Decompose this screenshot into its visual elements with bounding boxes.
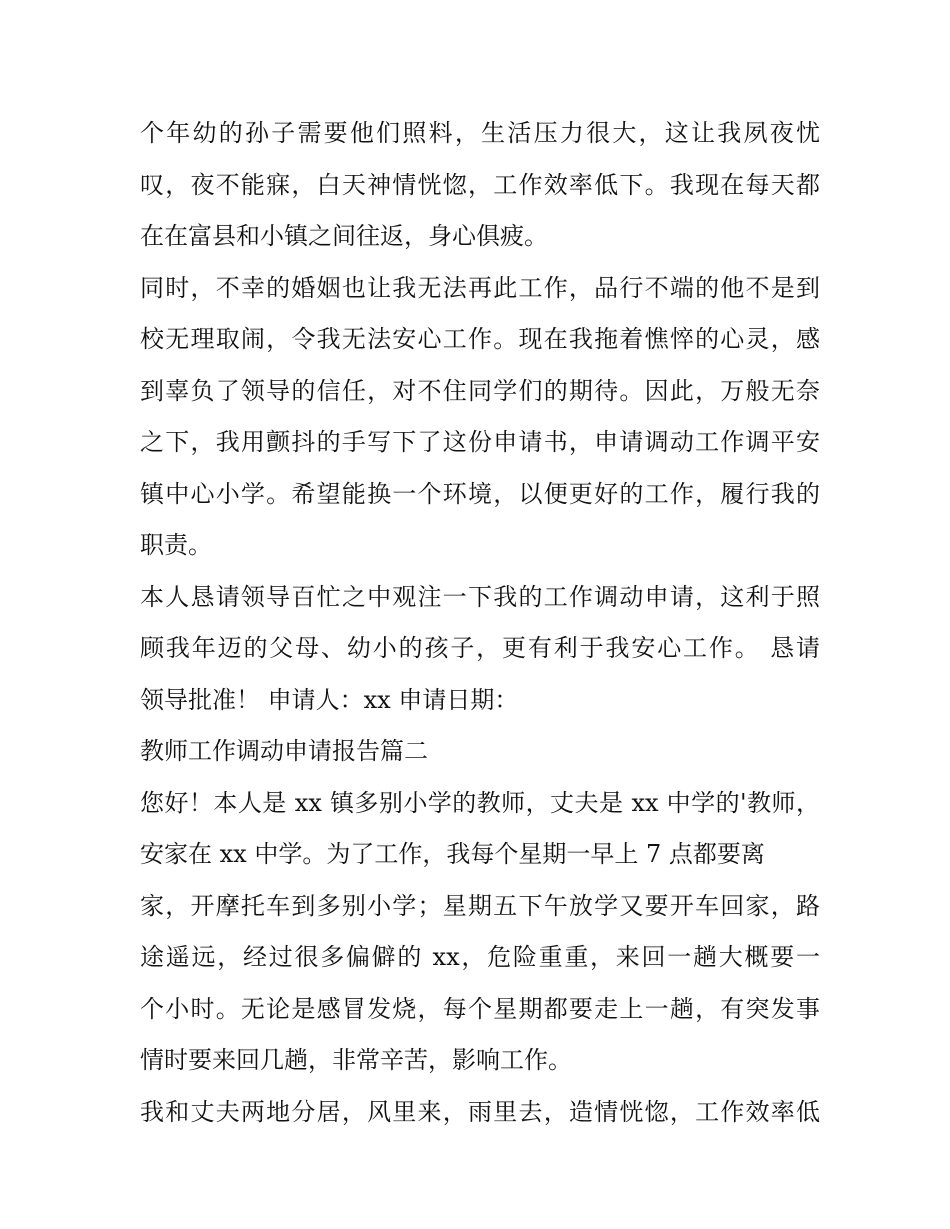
text-line: 校无理取闹，令我无法安心工作。现在我拖着憔悴的心灵，感	[140, 325, 820, 353]
text-line: 职责。	[140, 531, 212, 559]
text-line: 您好！本人是 xx 镇多别小学的教师，丈夫是 xx 中学的'教师，	[140, 788, 820, 817]
text-line: 情时要来回几趟，非常辛苦，影响工作。	[140, 1046, 572, 1074]
text-line: 个年幼的孙子需要他们照料，生活压力很大，这让我夙夜忧	[140, 119, 820, 147]
section-heading: 教师工作调动申请报告篇二	[140, 737, 428, 765]
text-line: 同时，不幸的婚姻也让我无法再此工作，品行不端的他不是到	[140, 273, 820, 302]
text-line: 顾我年迈的父母、幼小的孩子，更有利于我安心工作。 恳请	[140, 634, 820, 662]
text-line: 在在富县和小镇之间往返，身心俱疲。	[140, 222, 548, 250]
text-line: 镇中心小学。希望能换一个环境，以便更好的工作，履行我的	[140, 479, 820, 508]
text-line: 个小时。无论是感冒发烧，每个星期都要走上一趟，有突发事	[140, 994, 820, 1023]
text-line: 家，开摩托车到多别小学；星期五下午放学又要开车回家，路	[140, 891, 820, 920]
text-line: 安家在 xx 中学。为了工作，我每个星期一早上 7 点都要离	[140, 840, 765, 868]
text-line: 叹，夜不能寐，白天神情恍惚，工作效率低下。我现在每天都	[140, 170, 820, 199]
text-line: 领导批准！ 申请人：xx 申请日期：	[140, 685, 519, 714]
text-line: 本人恳请领导百忙之中观注一下我的工作调动申请，这利于照	[140, 582, 820, 611]
text-line: 到辜负了领导的信任，对不住同学们的期待。因此，万般无奈	[140, 376, 820, 405]
text-line: 我和丈夫两地分居，风里来，雨里去，造情恍惚，工作效率低	[140, 1097, 820, 1126]
text-line: 途遥远，经过很多偏僻的 xx，危险重重，来回一趟大概要一	[140, 943, 820, 971]
document-body	[140, 108, 820, 1138]
text-line: 之下，我用颤抖的手写下了这份申请书，申请调动工作调平安	[140, 428, 820, 456]
